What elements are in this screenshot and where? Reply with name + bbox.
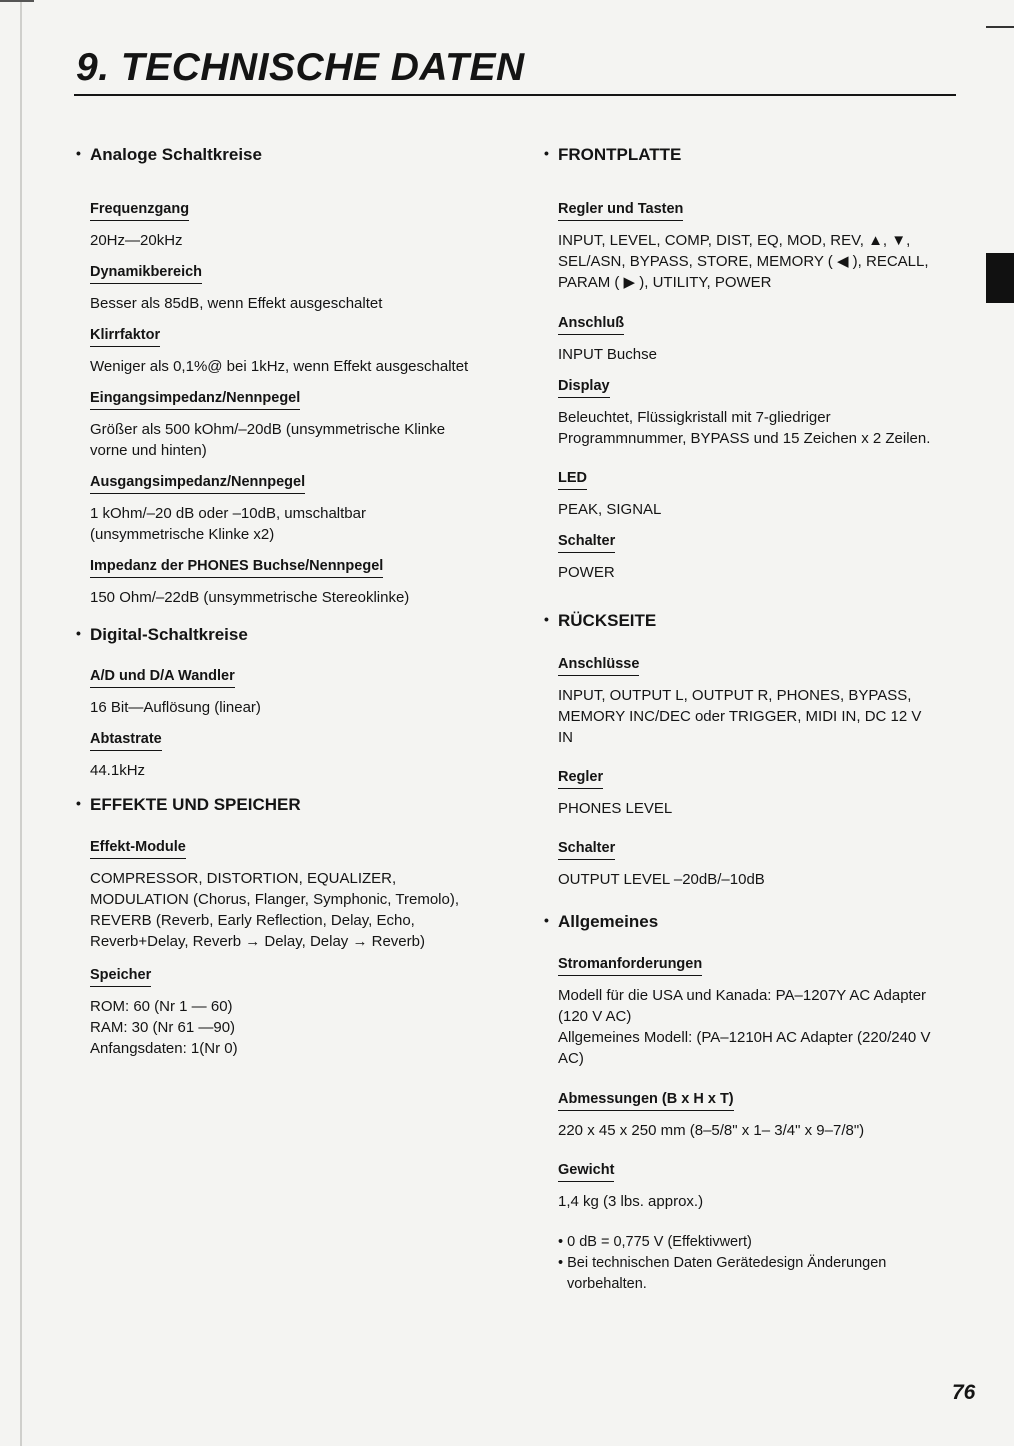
right-column <box>544 143 964 1295</box>
left-column <box>76 143 506 1059</box>
label-input-impedance: Eingangsimpedanz/Nennpegel <box>90 389 300 410</box>
title-underline <box>74 94 956 96</box>
value-power-4: AC) <box>558 1050 584 1067</box>
bullet-icon: • <box>544 912 549 928</box>
label-led: LED <box>558 469 587 490</box>
label-converter: A/D und D/A Wandler <box>90 667 235 688</box>
value-weight: 1,4 kg (3 lbs. approx.) <box>558 1193 704 1210</box>
value-display-1: Beleuchtet, Flüssigkristall mit 7-gliedriger <box>558 409 831 426</box>
section-heading-text: FRONTPLATTE <box>558 145 682 164</box>
label-dimensions: Abmessungen (B x H x T) <box>558 1090 734 1111</box>
value-effect-modules-4: Reverb+Delay, Reverb → Delay, Delay → Reverb) <box>90 933 425 950</box>
value-dimensions: 220 x 45 x 250 mm (8–5/8" x 1– 3/4" x 9–7/8") <box>558 1122 865 1139</box>
page-corner-mark <box>986 26 1014 28</box>
label-effect-modules: Effekt-Module <box>90 838 186 859</box>
label-connections: Anschlüsse <box>558 655 639 676</box>
label-power-requirements: Stromanforderungen <box>558 955 702 976</box>
value-led: PEAK, SIGNAL <box>558 501 662 518</box>
section-tab-marker <box>986 253 1014 303</box>
value-rear-control: PHONES LEVEL <box>558 800 673 817</box>
section-heading-text: Allgemeines <box>558 912 659 931</box>
value-dynamic-range: Besser als 85dB, wenn Effekt ausgeschaltet <box>90 295 383 312</box>
value-effect-modules-2: MODULATION (Chorus, Flanger, Symphonic, Tremolo), <box>90 891 459 908</box>
value-controls-3: PARAM ( ▶ ), UTILITY, POWER <box>558 274 772 291</box>
section-heading-analog <box>76 143 506 167</box>
label-sampling-rate: Abtastrate <box>90 730 162 751</box>
section-heading-general <box>544 910 964 934</box>
label-output-impedance: Ausgangsimpedanz/Nennpegel <box>90 473 305 494</box>
bullet-icon: • <box>76 625 81 641</box>
label-distortion: Klirrfaktor <box>90 326 160 347</box>
bullet-icon: • <box>544 145 549 161</box>
section-heading-text: RÜCKSEITE <box>558 611 657 630</box>
section-heading-effects <box>76 793 506 817</box>
bullet-icon: • <box>544 611 549 627</box>
section-heading-text: EFFEKTE UND SPEICHER <box>90 795 301 814</box>
value-controls-1: INPUT, LEVEL, COMP, DIST, EQ, MOD, REV, ▲, ▼, <box>558 232 911 249</box>
section-heading-front <box>544 143 964 167</box>
value-sampling-rate: 44.1kHz <box>90 762 146 779</box>
label-weight: Gewicht <box>558 1161 614 1182</box>
page-title: 9. TECHNISCHE DATEN <box>76 46 525 89</box>
value-rear-switch: OUTPUT LEVEL –20dB/–10dB <box>558 871 765 888</box>
bullet-icon: • <box>76 795 81 811</box>
section-heading-text: Analoge Schaltkreise <box>90 145 262 164</box>
value-effect-modules-3: REVERB (Reverb, Early Reflection, Delay, Echo, <box>90 912 415 929</box>
value-connection: INPUT Buchse <box>558 346 657 363</box>
label-phones-impedance: Impedanz der PHONES Buchse/Nennpegel <box>90 557 383 578</box>
value-connections-1: INPUT, OUTPUT L, OUTPUT R, PHONES, BYPASS, <box>558 687 912 704</box>
value-power-1: Modell für die USA und Kanada: PA–1207Y AC Adapter <box>558 987 927 1004</box>
value-connections-3: IN <box>558 729 573 746</box>
value-phones-impedance: 150 Ohm/–22dB (unsymmetrische Stereoklinke) <box>90 589 410 606</box>
value-frequency: 20Hz—20kHz <box>90 232 183 249</box>
value-distortion: Weniger als 0,1%@ bei 1kHz, wenn Effekt ausgeschaltet <box>90 358 469 375</box>
value-input-impedance-1: Größer als 500 kOhm/–20dB (unsymmetrische Klinke <box>90 421 446 438</box>
value-memory-2: RAM: 30 (Nr 61 —90) <box>90 1019 236 1036</box>
section-heading-rear <box>544 609 964 633</box>
note-design-changes-cont: vorbehalten. <box>567 1276 647 1292</box>
value-effect-modules-1: COMPRESSOR, DISTORTION, EQUALIZER, <box>90 870 397 887</box>
label-memory: Speicher <box>90 966 151 987</box>
page-corner-line <box>0 0 34 2</box>
label-display: Display <box>558 377 610 398</box>
note-design-changes: • Bei technischen Daten Gerätedesign Änderungen <box>558 1255 887 1271</box>
label-rear-control: Regler <box>558 768 603 789</box>
value-output-impedance-2: (unsymmetrische Klinke x2) <box>90 526 275 543</box>
value-front-switch: POWER <box>558 564 615 581</box>
value-output-impedance-1: 1 kOhm/–20 dB oder –10dB, umschaltbar <box>90 505 366 522</box>
value-connections-2: MEMORY INC/DEC oder TRIGGER, MIDI IN, DC 12 V <box>558 708 922 725</box>
value-memory-1: ROM: 60 (Nr 1 — 60) <box>90 998 233 1015</box>
bullet-icon: • <box>76 145 81 161</box>
value-input-impedance-2: vorne und hinten) <box>90 442 207 459</box>
value-power-2: (120 V AC) <box>558 1008 632 1025</box>
label-connection: Anschluß <box>558 314 624 335</box>
label-frequency: Frequenzgang <box>90 200 189 221</box>
value-converter: 16 Bit—Auflösung (linear) <box>90 699 261 716</box>
label-dynamic-range: Dynamikbereich <box>90 263 202 284</box>
label-front-switch: Schalter <box>558 532 615 553</box>
value-display-2: Programmnummer, BYPASS und 15 Zeichen x 2 Zeilen. <box>558 430 931 447</box>
section-heading-text: Digital-Schaltkreise <box>90 625 248 644</box>
note-reference-level: • 0 dB = 0,775 V (Effektivwert) <box>558 1234 752 1250</box>
page-number: 76 <box>952 1381 976 1404</box>
value-memory-3: Anfangsdaten: 1(Nr 0) <box>90 1040 238 1057</box>
label-rear-switch: Schalter <box>558 839 615 860</box>
page-edge-line <box>20 0 22 1446</box>
section-heading-digital <box>76 623 506 647</box>
label-controls: Regler und Tasten <box>558 200 683 221</box>
value-controls-2: SEL/ASN, BYPASS, STORE, MEMORY ( ◀ ), RECALL, <box>558 253 929 270</box>
value-power-3: Allgemeines Modell: (PA–1210H AC Adapter (220/240 V <box>558 1029 931 1046</box>
